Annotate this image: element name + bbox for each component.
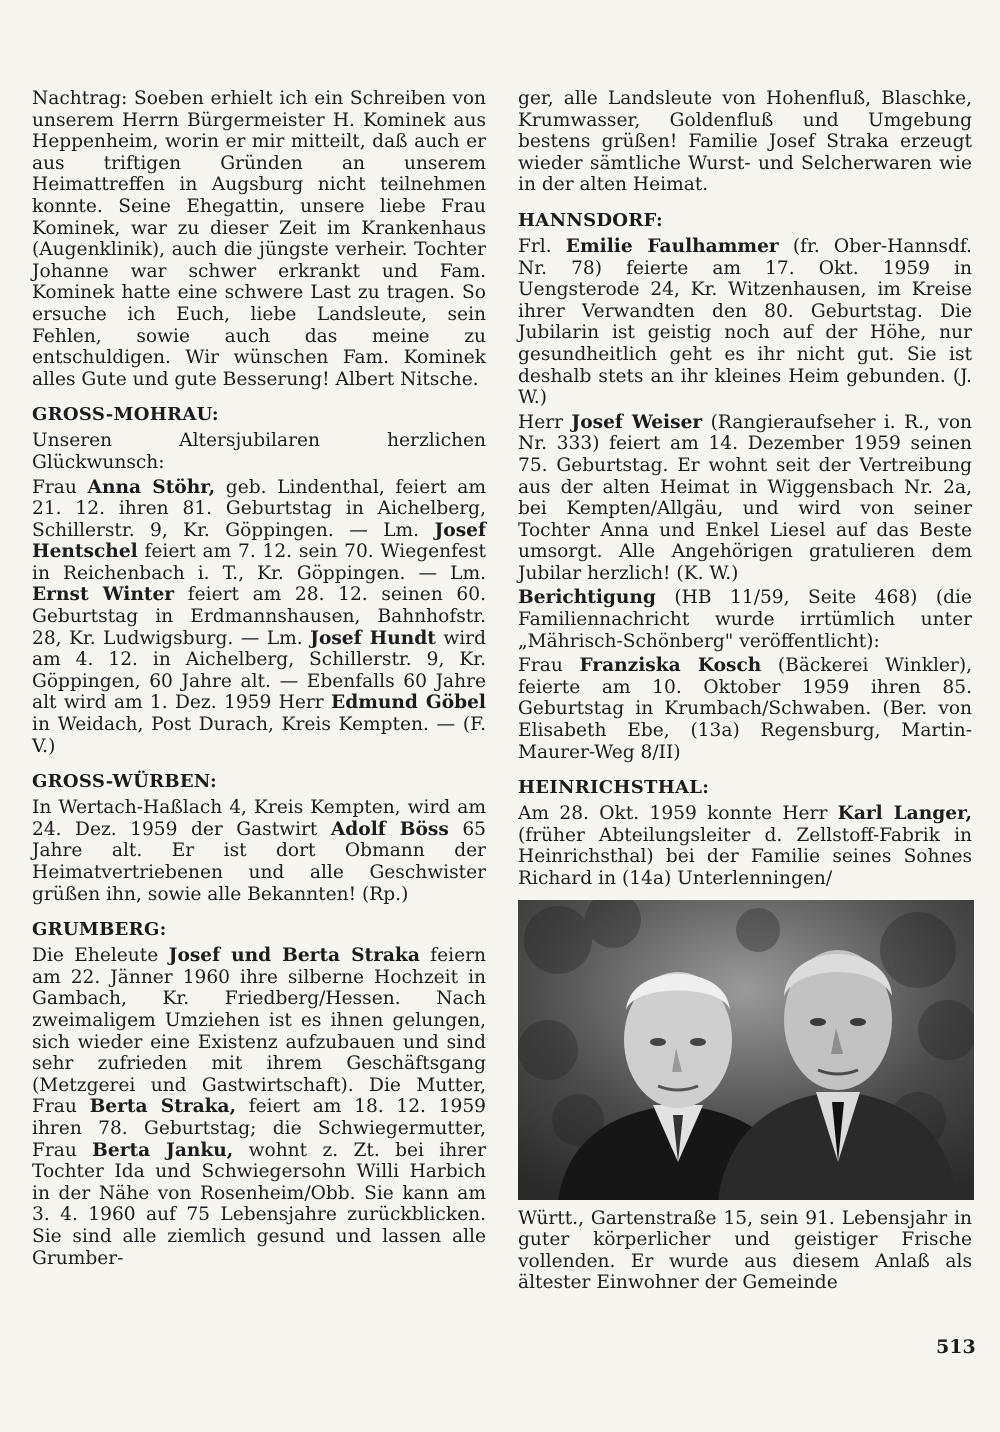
person-name: Edmund Göbel: [331, 692, 486, 714]
section-heading-heinrichsthal: HEINRICHSTHAL:: [518, 777, 710, 799]
hannsdorf-paragraph-weiser: [518, 412, 972, 585]
text-run: (fr. Ober-Hannsdf. Nr. 78) feierte am 17. Okt. 1959 in Uengsterode 24, Kr. Witzenhausen, im Kreise ihrer Verwandten den 80. Geburtstag. Die Jubilarin ist geistig noch auf der Höhe, nur gesundheitlich geht es ihr nicht gut. Sie ist deshalb stets an ihr kleines Heim gebunden. (J. W.): [518, 235, 972, 409]
correction-label: Berichtigung: [518, 587, 656, 609]
grumberg-continuation: ger, alle Landsleute von Hohenfluß, Blaschke, Krumwasser, Goldenfluß und Umgebung bestens grüßen! Familie Josef Straka erzeugt wieder sämtliche Wurst- und Selcherwaren wie in der alten Heimat.: [518, 88, 972, 196]
gross-wuerben-paragraph: [32, 797, 486, 905]
left-column: [32, 88, 486, 1272]
person-name: Karl Langer,: [837, 803, 972, 825]
person-name: Emilie Faulhammer: [565, 235, 779, 257]
text-run: In Wertach-Haßlach 4, Kreis Kempten, wird am 24. Dez. 1959 der Gastwirt: [32, 797, 486, 840]
person-name: Josef und Berta Straka: [168, 945, 420, 967]
section-heading-gross-wuerben: GROSS-WÜRBEN:: [32, 771, 217, 793]
gross-mohrau-intro: Unseren Altersjubilaren herzlichen Glückwunsch:: [32, 430, 486, 473]
section-heading-hannsdorf: HANNSDORF:: [518, 209, 663, 231]
hannsdorf-paragraph-faulhammer: [518, 236, 972, 409]
person-name: Adolf Böss: [330, 818, 449, 840]
text-run: 65 Jahre alt. Er ist dort Obmann der Heimatvertriebenen und alle Geschwister grüßen ihn, sowie alle Bekannten! (Rp.): [32, 818, 487, 905]
person-name: Franziska Kosch: [579, 655, 762, 677]
hannsdorf-paragraph-kosch: [518, 655, 972, 763]
nachtrag-paragraph: Nachtrag: Soeben erhielt ich ein Schreiben von unserem Herrn Bürgermeister H. Kominek aus Heppenheim, worin er mir mitteilt, daß auch er aus triftigen Gründen an unserem Heimattreffen in Augsburg nicht teilnehmen konnte. Seine Ehegattin, unsere liebe Frau Kominek, war zu dieser Zeit im Krankenhaus (Augenklinik), auch die jüngste verheir. Tochter Johanne war schwer erkrankt und Fam. Kominek hatte eine schwere Last zu tragen. So ersuche ich Euch, liebe Landsleute, sein Fehlen, sowie auch das meine zu entschuldigen. Wir wünschen Fam. Kominek alles Gute und gute Besserung! Albert Nitsche.: [32, 88, 486, 390]
heinrichsthal-paragraph-continued: Württ., Gartenstraße 15, sein 91. Lebensjahr in guter körperlicher und geistiger Frische vollenden. Er wurde aus diesem Anlaß als ältester Einwohner der Gemeinde: [518, 1207, 972, 1294]
text-run: feiern am 22. Jänner 1960 ihre silberne Hochzeit in Gambach, Kr. Friedberg/Hessen. Nach zweimaligem Umziehen ist es ihnen gelungen, sich wieder eine Existenz aufzubauen und sind sehr zufrieden mit ihrem Geschäftsgang (Metzgerei und Gastwirtschaft). Die Mutter, Frau: [32, 945, 486, 1118]
text-run: Frau: [518, 655, 580, 677]
text-run: wird am 4. 12. in Aichelberg, Schillerstr. 9, Kr. Göppingen, 60 Jahre alt. — Ebenfalls 60 Jahre alt wird am 1. Dez. 1959 Herr: [32, 627, 486, 714]
person-name: Berta Janku,: [92, 1139, 234, 1161]
gross-mohrau-paragraph: [32, 477, 486, 758]
person-name: Josef Weiser: [571, 411, 703, 433]
text-run: Frl.: [518, 235, 566, 257]
text-run: Am 28. Okt. 1959 konnte Herr: [518, 803, 838, 825]
person-name: Ernst Winter: [32, 584, 175, 606]
text-run: Herr: [518, 411, 572, 433]
heinrichsthal-paragraph: [518, 803, 972, 889]
person-name: Berta Straka,: [89, 1096, 237, 1118]
text-run: Frau: [32, 476, 88, 498]
text-run: feiert am 18. 12. 1959 ihren 78. Geburtstag; die Schwiegermutter, Frau: [32, 1096, 486, 1161]
text-run: wohnt z. Zt. bei ihrer Tochter Ida und Schwiegersohn Willi Harbich in der Nähe von Rosenheim/Obb. Sie kann am 3. 4. 1960 auf 75 Lebensjahre zurückblicken. Sie sind alle ziemlich gesund und lassen alle Grumber-: [32, 1139, 486, 1269]
text-run: (HB 11/59, Seite 468) (die Familiennachricht wurde irrtümlich unter „Mährisch-Schönberg" veröffentlicht):: [518, 587, 972, 652]
hannsdorf-paragraph-berichtigung: [518, 587, 972, 652]
section-heading-grumberg: GRUMBERG:: [32, 919, 167, 941]
section-heading-gross-mohrau: GROSS-MOHRAU:: [32, 404, 219, 426]
page-number: 513: [936, 1336, 976, 1358]
text-run: Die Eheleute: [32, 945, 169, 967]
person-name: Josef Hundt: [310, 627, 436, 649]
text-run: feiert am 7. 12. sein 70. Wiegenfest in Reichenbach i. T., Kr. Göppingen. — Lm.: [32, 541, 486, 584]
person-name: Josef Hentschel: [32, 519, 486, 563]
text-run: (Rangieraufseher i. R., von Nr. 333) feiert am 14. Dezember 1959 seinen 75. Geburtstag. Er wohnt seit der Vertreibung aus der alten Heimat in Wiggensbach Nr. 2a, bei Kempten/Allgäu, und wird von seiner Tochter Anna und Enkel Liesel auf das Beste umsorgt. Alle Angehörigen gratulieren dem Jubilar herzlich! (K. W.): [518, 411, 972, 584]
grumberg-paragraph: [32, 945, 486, 1269]
text-run: in Weidach, Post Durach, Kreis Kempten. — (F. V.): [32, 714, 486, 757]
text-run: geb. Lindenthal, feiert am 21. 12. ihren 81. Geburtstag in Aichelberg, Schillerstr. 9, Kr. Göppingen. — Lm.: [32, 476, 486, 541]
portrait-photo: [518, 900, 974, 1200]
text-run: feiert am 28. 12. seinen 60. Geburtstag in Erdmannshausen, Bahnhofstr. 28, Kr. Ludwigsburg. — Lm.: [32, 584, 486, 649]
person-name: Anna Stöhr,: [87, 476, 216, 498]
text-run: (Bäckerei Winkler), feierte am 10. Oktober 1959 ihren 85. Geburtstag in Krumbach/Schwaben. (Ber. von Elisabeth Ebe, (13a) Regensburg, Martin-Maurer-Weg 8/II): [518, 655, 972, 763]
text-run: (früher Abteilungsleiter d. Zellstoff-Fabrik in Heinrichsthal) bei der Familie seines Sohnes Richard in (14a) Unterlenningen/: [518, 824, 972, 889]
right-column: [518, 88, 972, 1297]
